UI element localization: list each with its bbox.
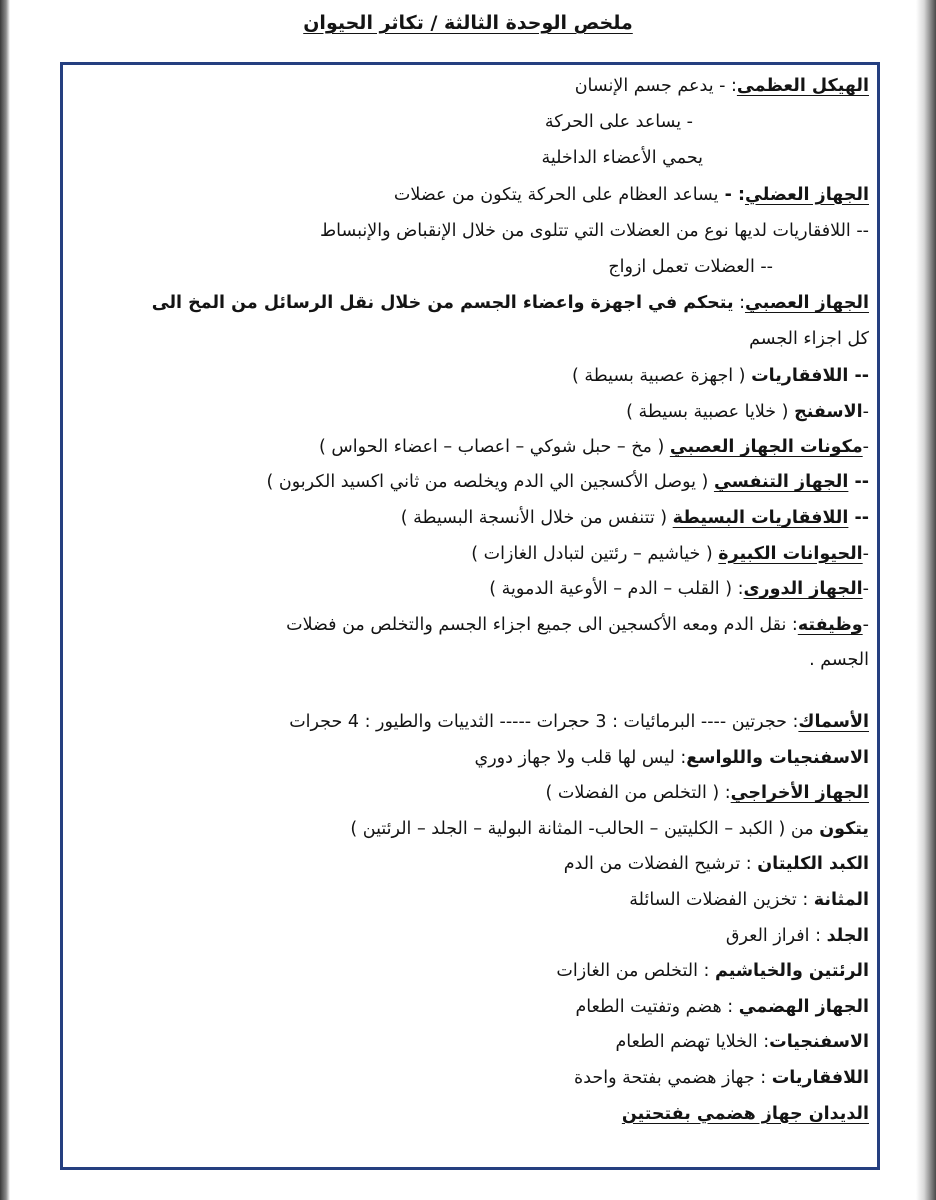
nervous-invertebrates-line bbox=[65, 358, 873, 394]
nervous-sponge-line bbox=[65, 394, 873, 430]
skeleton-line-3 bbox=[65, 140, 873, 176]
skeleton-item-2: - يساعد على الحركة bbox=[544, 112, 693, 133]
summary-content bbox=[65, 68, 873, 1132]
skeleton-item-1: يدعم جسم الإنسان bbox=[574, 76, 714, 96]
nervous-separator: : bbox=[733, 293, 745, 314]
sponges-cnidarians-label: الاسفنجيات واللواسع bbox=[686, 747, 869, 768]
nervous-invertebrates-label: اللافقاريات bbox=[751, 365, 849, 386]
respiratory-prefix: -- bbox=[848, 472, 869, 493]
nervous-sponge-prefix: - bbox=[862, 401, 869, 422]
worms-line bbox=[65, 1097, 873, 1133]
skeleton-line-1 bbox=[65, 68, 873, 104]
lungs-gills-text: : التخلص من الغازات bbox=[556, 961, 715, 982]
circulatory-text: : ( القلب – الدم – الأوعية الدموية ) bbox=[489, 579, 744, 600]
bladder-text: : تخزين الفضلات السائلة bbox=[629, 890, 814, 910]
nervous-line-1 bbox=[65, 285, 873, 321]
respiratory-big-label: الحيوانات الكبيرة bbox=[718, 543, 863, 564]
fish-label: الأسماك bbox=[798, 712, 869, 733]
skin-label: الجلد bbox=[826, 925, 869, 946]
nervous-text: يتحكم في اجهزة واعضاء الجسم من خلال نقل الرسائل من المخ الى bbox=[151, 293, 734, 314]
lungs-gills-label: الرئتين والخياشيم bbox=[714, 961, 869, 982]
bladder-line bbox=[65, 883, 873, 919]
circulatory-line bbox=[65, 572, 873, 608]
excretory-line bbox=[65, 776, 873, 812]
skeleton-label: الهيكل العظمى bbox=[736, 76, 869, 96]
page-edge-left bbox=[0, 0, 10, 1200]
page-edge-right bbox=[916, 0, 936, 1200]
nervous-parts-prefix: - bbox=[862, 436, 869, 457]
circulatory-function-text: : نقل الدم ومعه الأكسجين الى جميع اجزاء الجسم والتخلص من فضلات bbox=[286, 614, 798, 635]
sponges-cnidarians-text: : ليس لها قلب ولا جهاز دوري bbox=[474, 747, 687, 768]
nervous-parts-label: مكونات الجهاز العصبي bbox=[669, 436, 863, 457]
respiratory-big-text: ( خياشيم – رئتين لتبادل الغازات ) bbox=[471, 543, 719, 564]
lungs-gills-line bbox=[65, 954, 873, 990]
page-title bbox=[0, 8, 936, 38]
muscular-line-1 bbox=[65, 177, 873, 213]
circulatory-function-text-continued: الجسم . bbox=[809, 650, 869, 671]
liver-kidneys-line bbox=[65, 847, 873, 883]
page-title-text: ملخص الوحدة الثالثة / تكاثر الحيوان bbox=[303, 12, 633, 34]
respiratory-simple-text: ( تتنفس من خلال الأنسجة البسيطة ) bbox=[400, 508, 673, 529]
circulatory-function-line bbox=[65, 608, 873, 644]
digestive-invertebrates-label: اللافقاريات bbox=[771, 1067, 869, 1088]
nervous-line-2 bbox=[65, 321, 873, 357]
hearts-line bbox=[65, 705, 873, 741]
respiratory-simple-prefix: -- bbox=[848, 508, 869, 529]
excretory-text: : ( التخلص من الفضلات ) bbox=[545, 783, 731, 804]
nervous-invertebrates-prefix: -- bbox=[848, 365, 869, 386]
nervous-text-continued: كل اجزاء الجسم bbox=[749, 329, 869, 350]
nervous-parts-text: ( مخ – حبل شوكي – اعصاب – اعضاء الحواس ) bbox=[319, 436, 670, 457]
digestive-invertebrates-line bbox=[65, 1061, 873, 1097]
respiratory-simple-label: اللافقاريات البسيطة bbox=[672, 508, 849, 529]
digestive-line bbox=[65, 990, 873, 1026]
excretory-consists-line bbox=[65, 812, 873, 848]
muscular-line-3 bbox=[65, 249, 873, 285]
muscular-label: الجهاز العضلي bbox=[744, 184, 869, 205]
digestive-sponges-text: : الخلايا تهضم الطعام bbox=[615, 1032, 770, 1053]
digestive-label: الجهاز الهضمي bbox=[738, 996, 869, 1017]
nervous-parts-line bbox=[65, 430, 873, 466]
muscular-separator: : - bbox=[718, 184, 745, 205]
excretory-consists-text: من ( الكبد – الكليتين – الحالب- المثانة البولية – الجلد – الرئتين ) bbox=[350, 818, 820, 839]
digestive-text: : هضم وتفتيت الطعام bbox=[575, 996, 739, 1017]
excretory-label: الجهاز الأخراجي bbox=[730, 783, 869, 804]
worms-text: الديدان جهاز هضمي بفتحتين bbox=[621, 1103, 869, 1124]
circulatory-label: الجهاز الدورى bbox=[743, 579, 863, 600]
bladder-label: المثانة bbox=[813, 890, 869, 910]
respiratory-big-prefix: - bbox=[862, 543, 869, 564]
respiratory-line bbox=[65, 465, 873, 501]
nervous-label: الجهاز العصبي bbox=[744, 293, 869, 314]
respiratory-big-line bbox=[65, 537, 873, 573]
muscular-text: يساعد العظام على الحركة يتكون من عضلات bbox=[393, 184, 719, 205]
circulatory-function-label: وظيفته bbox=[797, 614, 863, 635]
digestive-invertebrates-text: : جهاز هضمي بفتحة واحدة bbox=[574, 1067, 772, 1088]
circulatory-function-line-2 bbox=[65, 643, 873, 679]
nervous-sponge-label: الاسفنج bbox=[794, 401, 863, 422]
muscular-line-2 bbox=[65, 213, 873, 249]
liver-kidneys-text: : ترشيح الفضلات من الدم bbox=[563, 854, 758, 875]
hearts-text: : حجرتين ---- البرمائيات : 3 حجرات ----- الثدييات والطيور : 4 حجرات bbox=[289, 712, 799, 733]
digestive-sponges-label: الاسفنجيات bbox=[769, 1032, 869, 1053]
respiratory-label: الجهاز التنفسي bbox=[713, 472, 849, 493]
skeleton-separator: : - bbox=[713, 76, 737, 96]
nervous-sponge-text: ( خلايا عصبية بسيطة ) bbox=[626, 401, 795, 422]
skeleton-line-2 bbox=[65, 104, 873, 140]
respiratory-text: ( يوصل الأكسجين الي الدم ويخلصه من ثاني اكسيد الكربون ) bbox=[266, 472, 714, 493]
section-gap bbox=[65, 679, 873, 705]
liver-kidneys-label: الكبد الكليتان bbox=[757, 854, 869, 875]
muscular-pairs-text: -- العضلات تعمل ازواج bbox=[608, 256, 773, 277]
digestive-sponges-line bbox=[65, 1025, 873, 1061]
circulatory-function-prefix: - bbox=[862, 614, 869, 635]
circulatory-prefix: - bbox=[862, 579, 869, 600]
nervous-invertebrates-text: ( اجهزة عصبية بسيطة ) bbox=[571, 365, 752, 386]
skeleton-item-3: يحمي الأعضاء الداخلية bbox=[541, 148, 703, 169]
respiratory-simple-line bbox=[65, 501, 873, 537]
excretory-consists-label: يتكون bbox=[819, 818, 869, 839]
muscular-invertebrates-text: -- اللافقاريات لديها نوع من العضلات التي تتلوى من خلال الإنقباض والإنبساط bbox=[319, 220, 869, 241]
sponges-cnidarians-line bbox=[65, 741, 873, 777]
skin-text: : افراز العرق bbox=[725, 925, 827, 946]
skin-line bbox=[65, 919, 873, 955]
